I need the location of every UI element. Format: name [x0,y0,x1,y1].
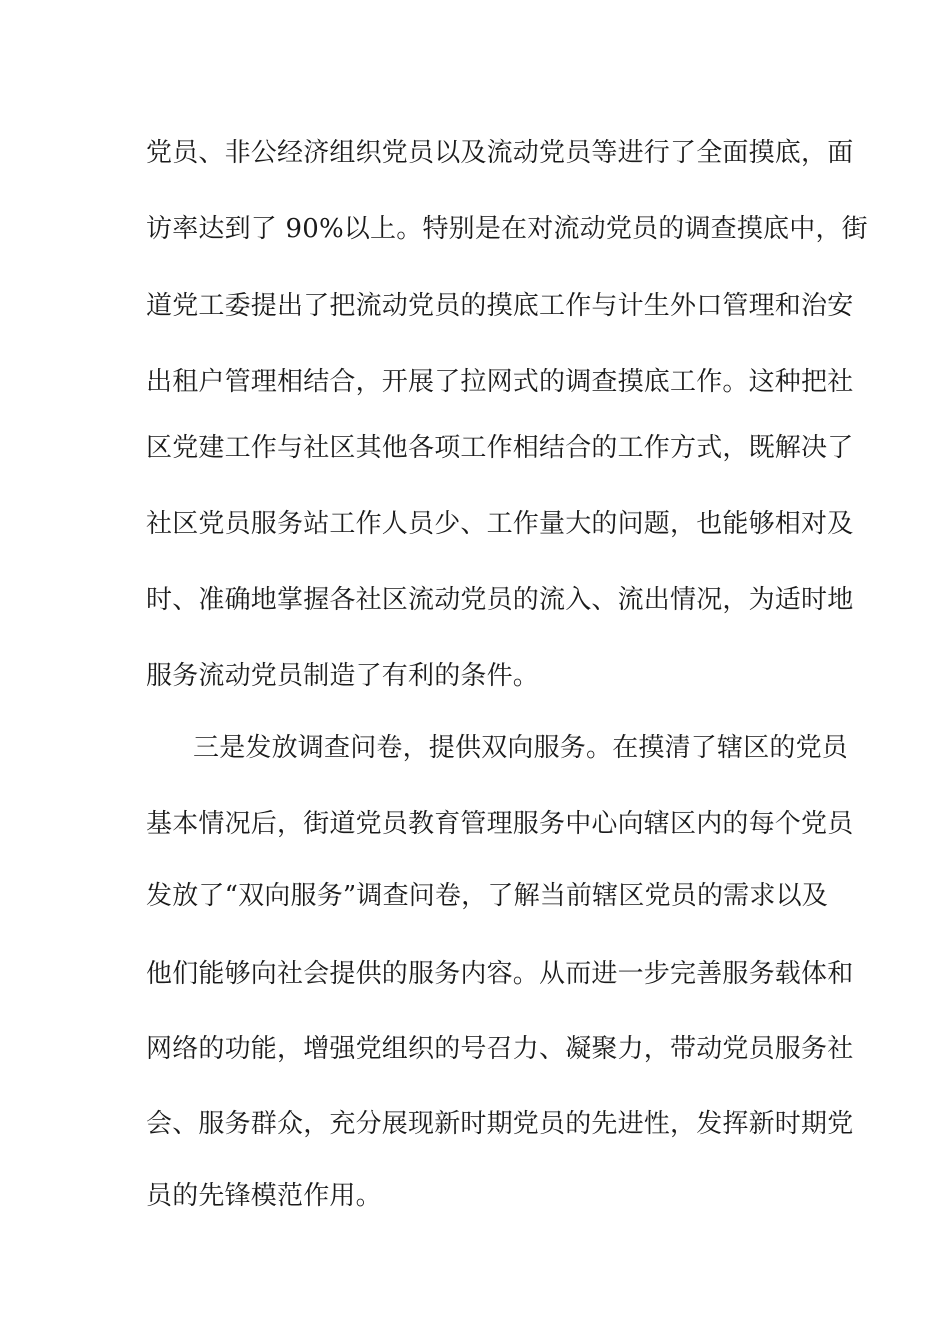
text-line: 社区党员服务站工作人员少、工作量大的问题，也能够相对及 [146,509,854,539]
text-line: 三是发放调查问卷，提供双向服务。在摸清了辖区的党员 [193,733,849,763]
text-line: 区党建工作与社区其他各项工作相结合的工作方式，既解决了 [146,433,854,463]
text-line: 访率达到了 90%以上。特别是在对流动党员的调查摸底中，街 [146,214,868,244]
text-line: 会、服务群众，充分展现新时期党员的先进性，发挥新时期党 [146,1109,854,1139]
text-line: 基本情况后，街道党员教育管理服务中心向辖区内的每个党员 [146,809,854,839]
text-line: 党员、非公经济组织党员以及流动党员等进行了全面摸底，面 [146,138,854,168]
text-line: 道党工委提出了把流动党员的摸底工作与计生外口管理和治安 [146,291,854,321]
text-line: 网络的功能，增强党组织的号召力、凝聚力，带动党员服务社 [146,1034,854,1064]
text-line: 员的先锋模范作用。 [146,1181,382,1211]
text-line: 发放了“双向服务”调查问卷，了解当前辖区党员的需求以及 [146,881,828,911]
text-line: 他们能够向社会提供的服务内容。从而进一步完善服务载体和 [146,959,854,989]
text-line: 时、准确地掌握各社区流动党员的流入、流出情况，为适时地 [146,585,854,615]
text-line: 出租户管理相结合，开展了拉网式的调查摸底工作。这种把社 [146,367,854,397]
text-line: 服务流动党员制造了有利的条件。 [146,661,540,691]
